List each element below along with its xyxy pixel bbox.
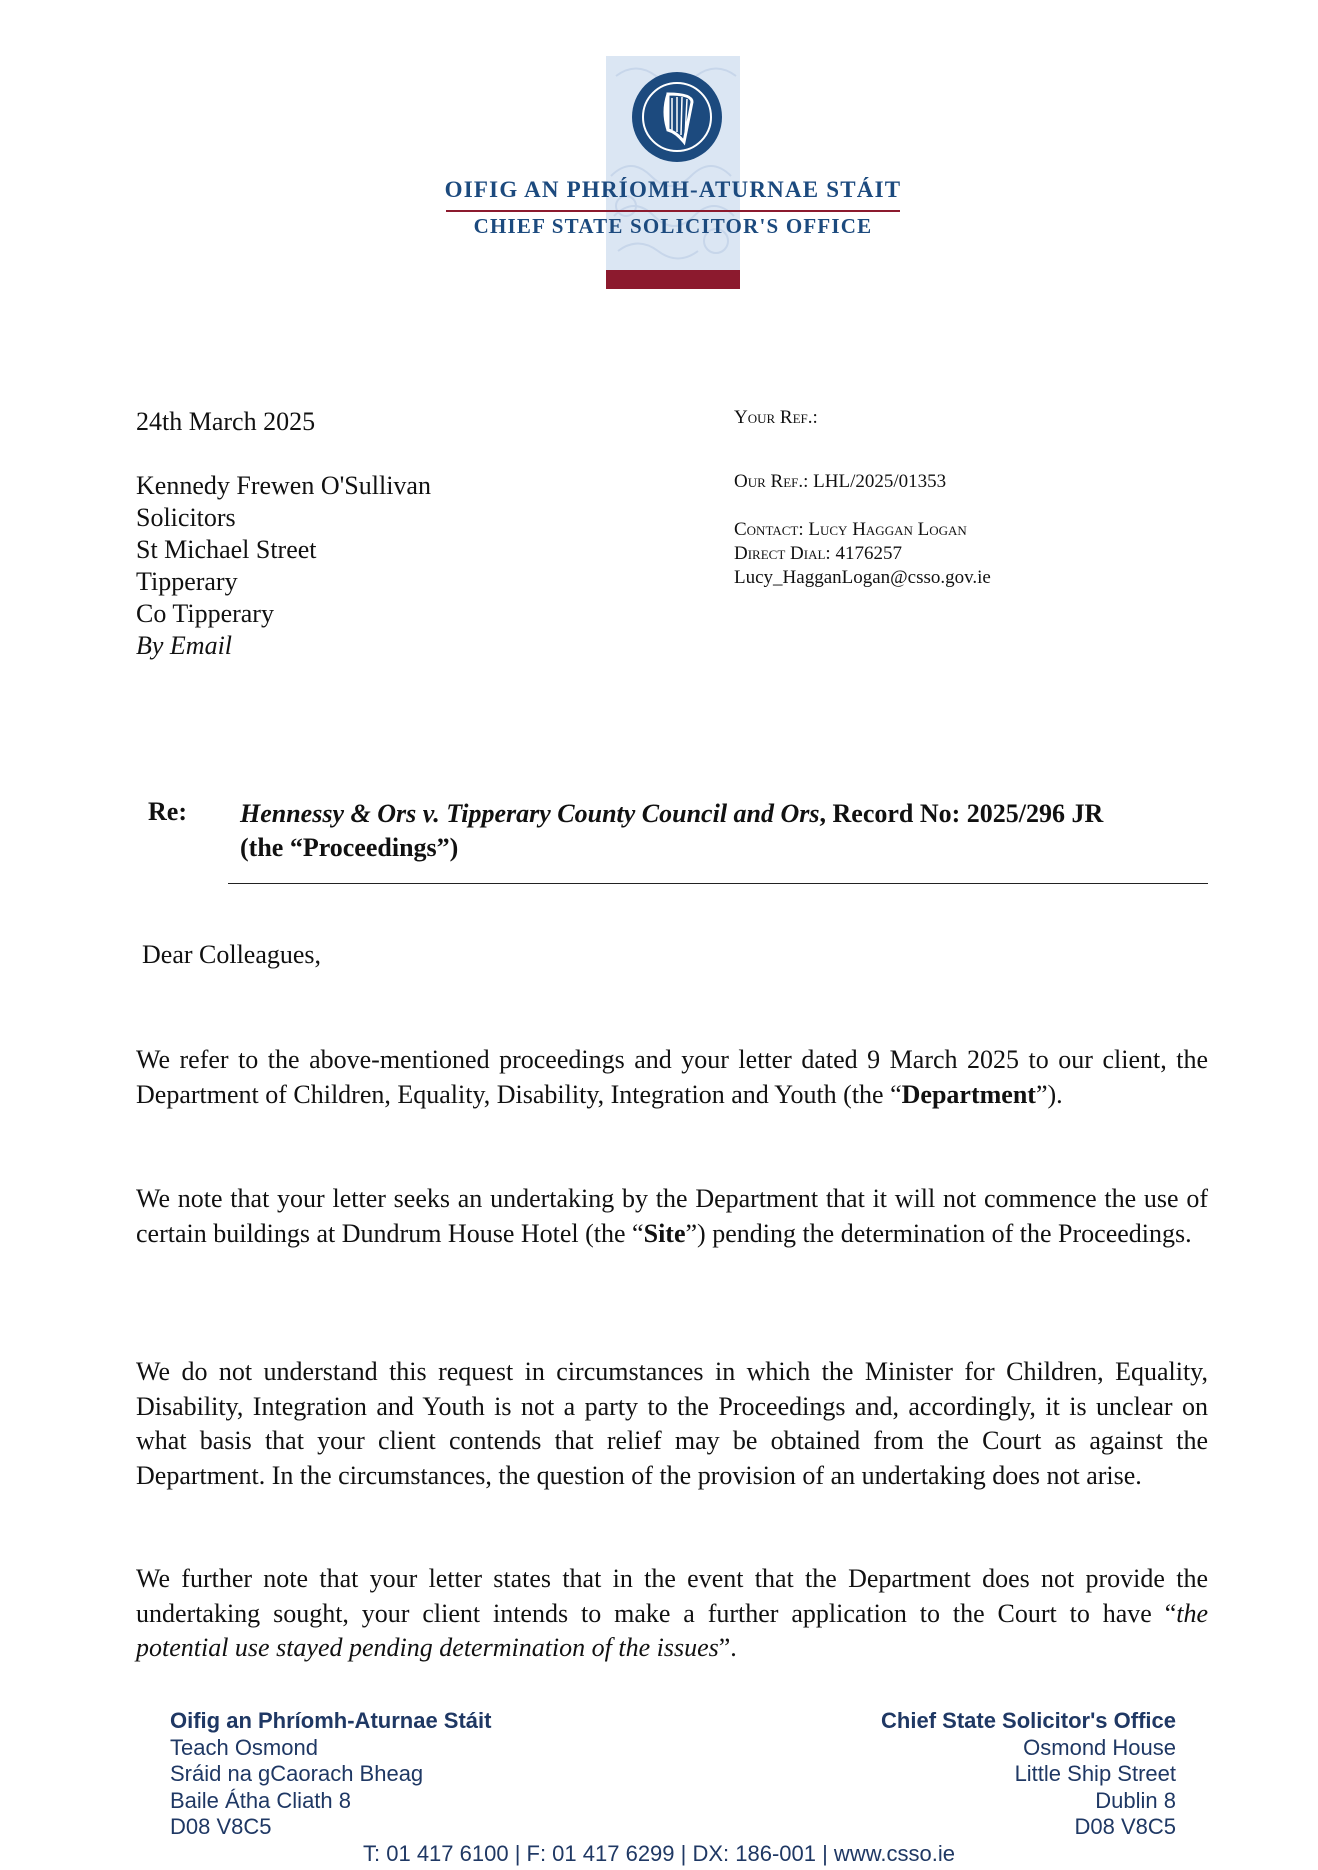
contact-label: Contact: <box>734 519 804 540</box>
footer-irish-address <box>170 1708 491 1841</box>
direct-dial-label: Direct Dial: <box>734 543 831 564</box>
our-ref <box>734 471 946 493</box>
recipient-line: Solicitors <box>136 503 236 532</box>
harp-icon <box>632 72 722 162</box>
paragraph-3: We do not understand this request in circumstances in which the Minister for Children, Equality, Disability, Integration and Youth is not a party to the Proceedings and, accordingly, it is unclear on what basis that your client contends that relief may be obtained from the Court as against the Department. In the circumstances, the question of the provision of an undertaking does not arise. <box>136 1357 1208 1490</box>
record-number: , Record No: 2025/296 JR <box>819 799 1104 828</box>
footer-irish-title: Oifig an Phríomh-Aturnae Stáit <box>170 1708 492 1733</box>
letterhead-irish-name: OIFIG AN PHRÍOMH-ATURNAE STÁIT <box>444 177 902 202</box>
footer-line: D08 V8C5 <box>170 1814 272 1839</box>
paragraph-text: ”). <box>1035 1079 1063 1109</box>
paragraph-text: ”) pending the determination of the Proceedings. <box>685 1218 1192 1248</box>
recipient-line: St Michael Street <box>136 535 317 564</box>
re-subject <box>240 797 1220 865</box>
footer-english-title: Chief State Solicitor's Office <box>881 1708 1176 1733</box>
quoted-text: the potential use stayed pending determination of the issues <box>136 1598 1208 1662</box>
paragraph-4 <box>136 1562 1208 1666</box>
recipient-line: Kennedy Frewen O'Sullivan <box>136 471 431 500</box>
defined-term: Department <box>901 1079 1036 1109</box>
paragraph-text: ”. <box>718 1633 737 1662</box>
our-ref-label: Our Ref.: <box>734 471 809 492</box>
footer-line: Osmond House <box>1023 1734 1176 1760</box>
footer-line: Teach Osmond <box>170 1734 318 1760</box>
footer-contact-line: T: 01 417 6100 | F: 01 417 6299 | DX: 186-001 | www.csso.ie <box>363 1841 955 1866</box>
letterhead-english-name: CHIEF STATE SOLICITOR'S OFFICE <box>473 214 873 238</box>
footer-english-address <box>881 1708 1176 1841</box>
contact-ref <box>734 519 967 541</box>
recipient-line: Co Tipperary <box>136 599 274 628</box>
footer-line: D08 V8C5 <box>1074 1814 1176 1839</box>
letterhead-rule <box>446 210 900 212</box>
case-title: Hennessy & Ors v. Tipperary County Council and Ors <box>240 799 820 828</box>
footer-line: Baile Átha Cliath 8 <box>170 1787 351 1813</box>
paragraph-text: We refer to the above-mentioned proceedings and your letter dated 9 March 2025 to our client, the Department of Children, Equality, Disability, Integration and Youth (the “ <box>136 1045 1208 1109</box>
proceedings-definition: (the “Proceedings”) <box>240 833 459 862</box>
salutation: Dear Colleagues, <box>142 940 322 969</box>
direct-dial-ref <box>734 543 902 565</box>
direct-dial-value: 4176257 <box>835 543 902 564</box>
paragraph-text: We further note that your letter states that in the event that the Department does not provide the undertaking sought, your client intends to make a further application to the Court to have “ <box>136 1564 1208 1628</box>
re-divider <box>228 883 1208 884</box>
contact-email[interactable]: Lucy_HagganLogan@csso.gov.ie <box>734 567 991 588</box>
recipient-address <box>136 470 431 662</box>
re-label: Re: <box>148 797 187 826</box>
footer-line: Little Ship Street <box>1014 1761 1176 1786</box>
delivery-method: By Email <box>136 631 233 660</box>
paragraph-text: We note that your letter seeks an undertaking by the Department that it will not commence the use of certain buildings at Dundrum House Hotel (the “ <box>136 1184 1208 1248</box>
defined-term: Site <box>643 1218 686 1248</box>
footer-line: Sráid na gCaorach Bheag <box>170 1761 424 1786</box>
contact-value: Lucy Haggan Logan <box>808 519 967 540</box>
letter-date: 24th March 2025 <box>136 407 316 436</box>
paragraph-2 <box>136 1182 1208 1251</box>
letterhead-red-bar <box>606 270 740 289</box>
your-ref-label: Your Ref.: <box>734 407 818 428</box>
recipient-line: Tipperary <box>136 567 238 596</box>
paragraph-1 <box>136 1043 1208 1112</box>
our-ref-value: LHL/2025/01353 <box>813 471 947 492</box>
footer-line: Dublin 8 <box>1095 1787 1176 1813</box>
your-ref <box>734 407 818 429</box>
